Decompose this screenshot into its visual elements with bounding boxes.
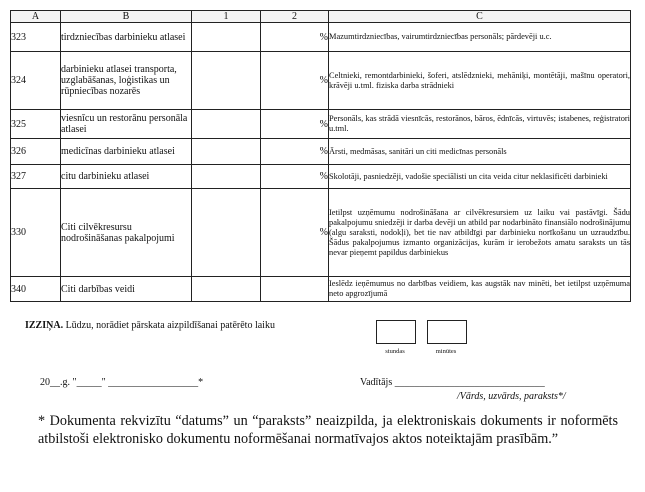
value-cell-1[interactable] [192, 165, 261, 189]
table-row [11, 189, 631, 277]
row-code: 330 [11, 189, 61, 277]
value-cell-1[interactable] [192, 277, 261, 302]
value-cell-2[interactable]: % [261, 139, 329, 165]
value-cell-2[interactable]: % [261, 189, 329, 277]
table-row [11, 52, 631, 110]
row-description: Ārsti, medmāsas, sanitāri un citi medicīnas personāls [329, 139, 631, 165]
manager-line[interactable]: Vadītājs ______________________________ [360, 377, 545, 388]
table-row [11, 165, 631, 189]
row-code: 327 [11, 165, 61, 189]
table-row [11, 110, 631, 139]
value-cell-1[interactable] [192, 139, 261, 165]
row-description: Celtnieki, remontdarbinieki, šoferi, atslēdznieki, mehāniķi, montētāji, mašīnu operatori, krāvēji u.tml. fiziska darba strādnieki [329, 52, 631, 110]
header-cell-b: B [61, 11, 192, 23]
manager-sub-caption: /Vārds, uzvārds, paraksts*/ [457, 391, 566, 402]
row-label: medicīnas darbinieku atlasei [61, 139, 192, 165]
izzina-text: Lūdzu, norādiet pārskata aizpildīšanai patērēto laiku [63, 320, 275, 331]
row-description: Personāls, kas strādā viesnīcās, restorānos, bāros, ēdnīcās, virtuvēs; istabenes, reģistratori u.tml. [329, 110, 631, 139]
row-description: Skolotāji, pasniedzēji, vadošie speciālisti un cita veida citur neklasificēti darbinieki [329, 165, 631, 189]
minutes-input[interactable] [427, 320, 467, 344]
row-code: 323 [11, 23, 61, 52]
hours-input[interactable] [376, 320, 416, 344]
table-row [11, 23, 631, 52]
row-label: Citi darbības veidi [61, 277, 192, 302]
value-cell-2[interactable]: % [261, 52, 329, 110]
row-code: 340 [11, 277, 61, 302]
value-cell-2[interactable]: % [261, 23, 329, 52]
izzina-title: IZZIŅA. [25, 320, 64, 331]
izzina-note [25, 320, 275, 331]
row-label: viesnīcu un restorānu personāla atlasei [61, 110, 192, 139]
row-description: Ieslēdz ieņēmumus no darbības veidiem, kas augstāk nav minēti, bet ietilpst uzņēmuma neto apgrozījumā [329, 277, 631, 302]
row-code: 325 [11, 110, 61, 139]
value-cell-1[interactable] [192, 110, 261, 139]
value-cell-2[interactable]: % [261, 110, 329, 139]
row-label: tirdzniecības darbinieku atlasei [61, 23, 192, 52]
hours-label: stundas [385, 348, 405, 355]
header-cell-c: C [329, 11, 631, 23]
value-cell-1[interactable] [192, 23, 261, 52]
header-cell-a: A [11, 11, 61, 23]
header-row [11, 11, 631, 23]
row-code: 326 [11, 139, 61, 165]
footnote: * Dokumenta rekvizītu “datums” un “paraksts” neaizpilda, ja elektroniskais dokuments ir noformēts atbilstoši elektronisko dokumentu noformēšanai normatīvajos aktos noteiktajām prasībām.” [38, 413, 618, 447]
value-cell-1[interactable] [192, 189, 261, 277]
value-cell-2[interactable]: % [261, 165, 329, 189]
row-label: Citi cilvēkresursu nodrošināšanas pakalpojumi [61, 189, 192, 277]
header-cell-2: 2 [261, 11, 329, 23]
row-label: darbinieku atlasei transporta, uzglabāšanas, loģistikas un rūpniecības nozarēs [61, 52, 192, 110]
minutes-label: minūtes [435, 348, 457, 355]
header-cell-1: 1 [192, 11, 261, 23]
data-table [10, 10, 631, 302]
row-code: 324 [11, 52, 61, 110]
row-description: Mazumtirdzniecības, vairumtirdzniecības personāls; pārdevēji u.c. [329, 23, 631, 52]
date-line[interactable]: 20__.g. "_____" __________________* [40, 377, 204, 388]
row-label: citu darbinieku atlasei [61, 165, 192, 189]
value-cell-1[interactable] [192, 52, 261, 110]
row-description: Ietilpst uzņēmumu nodrošināšana ar cilvēkresursiem uz laiku vai pastāvīgi. Šādu pakalpojumu sniedzēji ir darba devēji un atbild par nodarbināto finansiālo nodrošinājumu (algu saraksti, nodokļi), bet tie nav atbildīgi par darbinieku norīkošanu un uzraudzību. Šādus pakalpojumus izmanto organizācijas, kurām ir ierobežots amatu saraksts un tās nevar pieņemt papildus darbiniekus [329, 189, 631, 277]
table-row [11, 139, 631, 165]
value-cell-2[interactable] [261, 277, 329, 302]
table-row [11, 277, 631, 302]
